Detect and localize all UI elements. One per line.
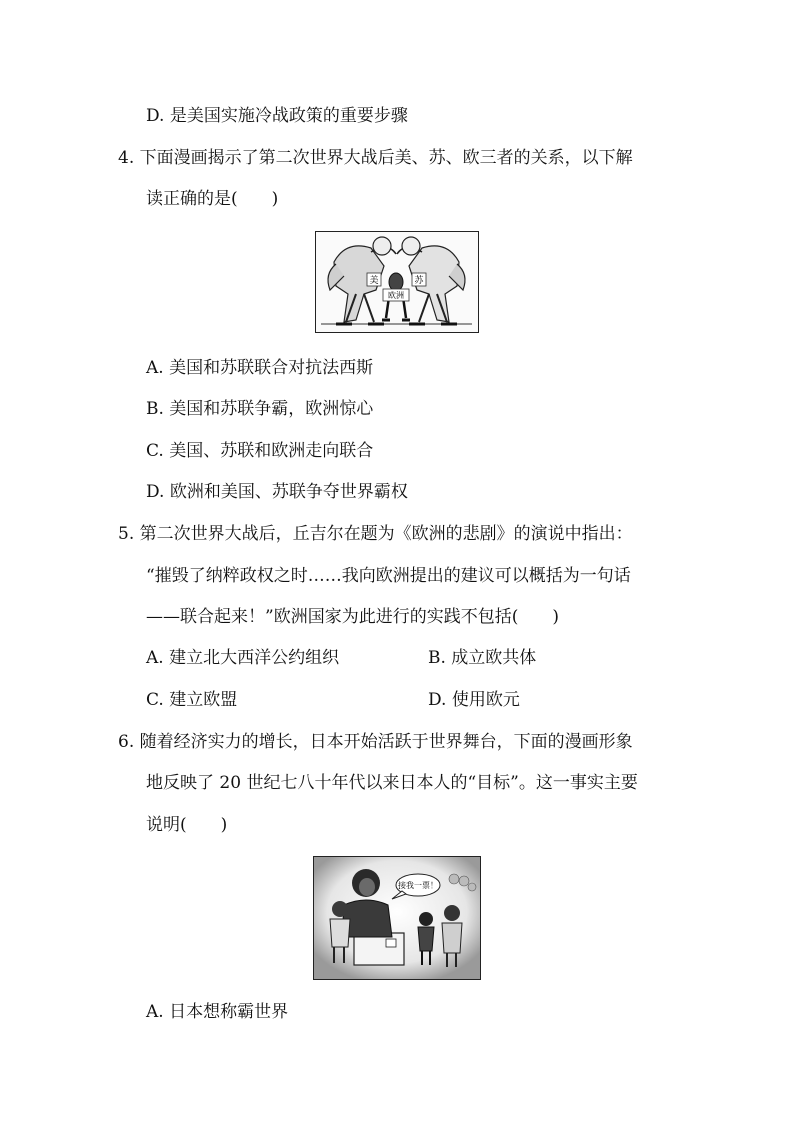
- q5-stem-line3: ——联合起来！”欧洲国家为此进行的实践不包括( ): [146, 607, 559, 627]
- q5-stem-line1: 5. 第二次世界大战后，丘吉尔在题为《欧洲的悲剧》的演说中指出：: [118, 524, 633, 544]
- q4-option-c: C. 美国、苏联和欧洲走向联合: [146, 441, 374, 461]
- q4-cartoon-drawing: [316, 232, 477, 331]
- q5-option-a: A. 建立北大西洋公约组织: [146, 648, 340, 668]
- q4-stem-line1: 4. 下面漫画揭示了第二次世界大战后美、苏、欧三者的关系，以下解: [118, 148, 633, 168]
- q6-stem-line1: 6. 随着经济实力的增长，日本开始活跃于世界舞台，下面的漫画形象: [118, 732, 633, 752]
- q4-cartoon-label-su: 苏: [414, 276, 424, 286]
- q6-cartoon: [313, 856, 481, 980]
- q5-option-c: C. 建立欧盟: [146, 690, 238, 710]
- q5-option-b: B. 成立欧共体: [428, 648, 537, 668]
- q5-stem-line2: “摧毁了纳粹政权之时……我向欧洲提出的建议可以概括为一句话: [146, 566, 631, 586]
- q6-stem-line2: 地反映了 20 世纪七八十年代以来日本人的“目标”。这一事实主要: [146, 773, 638, 793]
- q4-option-b: B. 美国和苏联争霸，欧洲惊心: [146, 399, 374, 419]
- q6-stem-line3: 说明( ): [146, 815, 228, 835]
- q4-cartoon-label-us: 美: [369, 276, 379, 286]
- q6-cartoon-speech: 接我一票！: [398, 881, 438, 890]
- q6-option-a: A. 日本想称霸世界: [146, 1002, 289, 1022]
- q4-stem-line2: 读正确的是( ): [146, 189, 279, 209]
- q4-option-a: A. 美国和苏联联合对抗法西斯: [146, 358, 374, 378]
- q4-cartoon: [315, 231, 479, 333]
- q4-option-d: D. 欧洲和美国、苏联争夺世界霸权: [146, 482, 408, 502]
- q5-option-d: D. 使用欧元: [428, 690, 520, 710]
- q6-cartoon-drawing: [314, 857, 480, 979]
- q3-option-d: D. 是美国实施冷战政策的重要步骤: [146, 106, 408, 126]
- q4-cartoon-label-europe: 欧洲: [388, 291, 404, 300]
